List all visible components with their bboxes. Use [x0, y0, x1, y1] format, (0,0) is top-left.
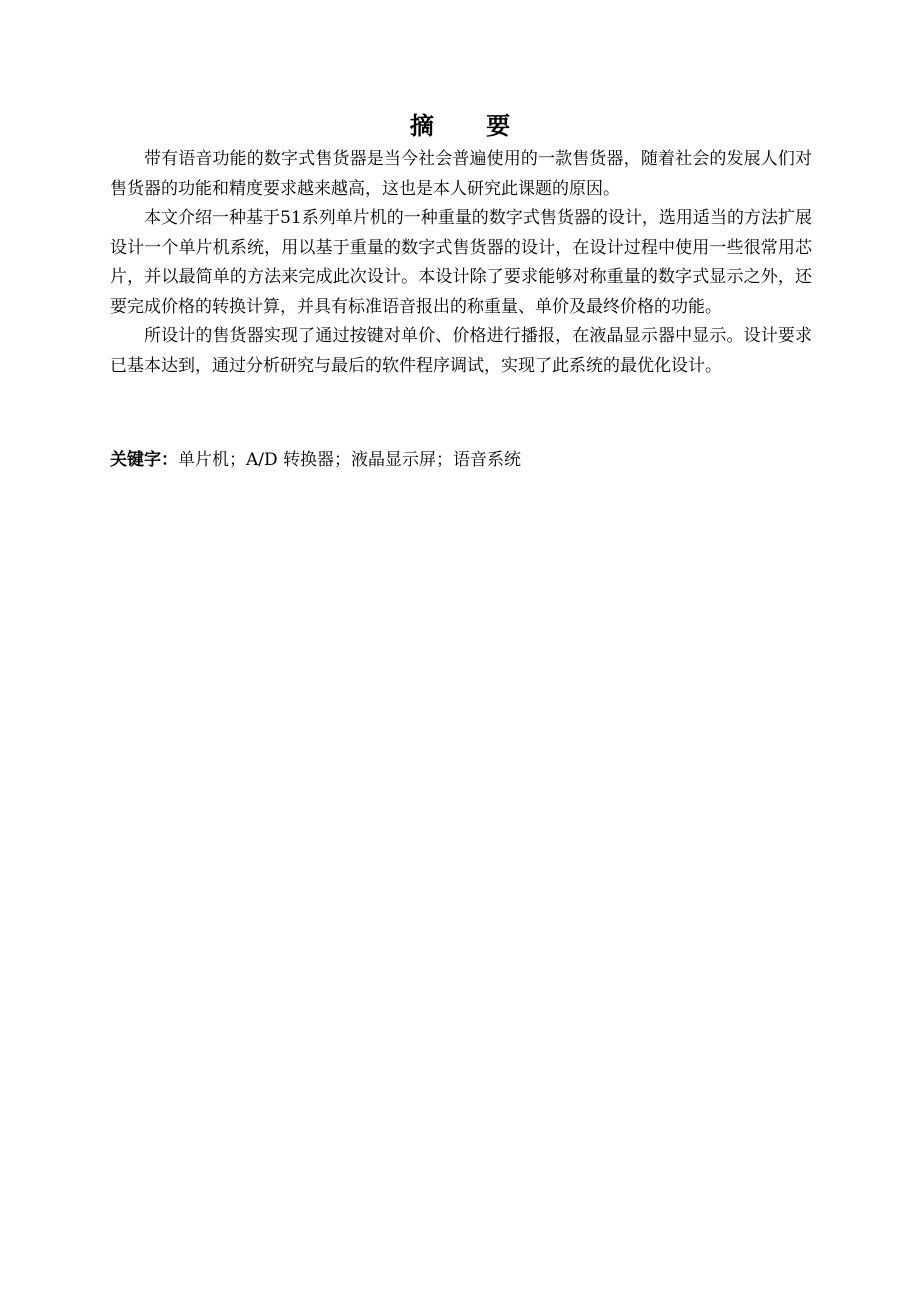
abstract-paragraph-2: 本文介绍一种基于51系列单片机的一种重量的数字式售货器的设计，选用适当的方法扩展设计一个单片机系统，用以基于重量的数字式售货器的设计，在设计过程中使用一些很常用芯片，并以最简单的方法来完成此次设计。本设计除了要求能够对称重量的数字式显示之外，还要完成价格的转换计算，并具有标准语音报出的称重量、单价及最终价格的功能。	[110, 208, 812, 317]
keywords-list: 单片机；A/D 转换器；液晶显示屏；语音系统	[178, 450, 522, 470]
abstract-title: 摘 要	[409, 112, 533, 140]
abstract-body	[110, 145, 812, 381]
keywords-label: 关键字：	[110, 450, 178, 470]
keywords-line	[110, 446, 812, 475]
abstract-paragraph-3: 所设计的售货器实现了通过按键对单价、价格进行播报，在液晶显示器中显示。设计要求已基本达到，通过分析研究与最后的软件程序调试，实现了此系统的最优化设计。	[110, 326, 812, 376]
abstract-paragraph-1: 带有语音功能的数字式售货器是当今社会普遍使用的一款售货器，随着社会的发展人们对售货器的功能和精度要求越来越高，这也是本人研究此课题的原因。	[110, 149, 812, 199]
